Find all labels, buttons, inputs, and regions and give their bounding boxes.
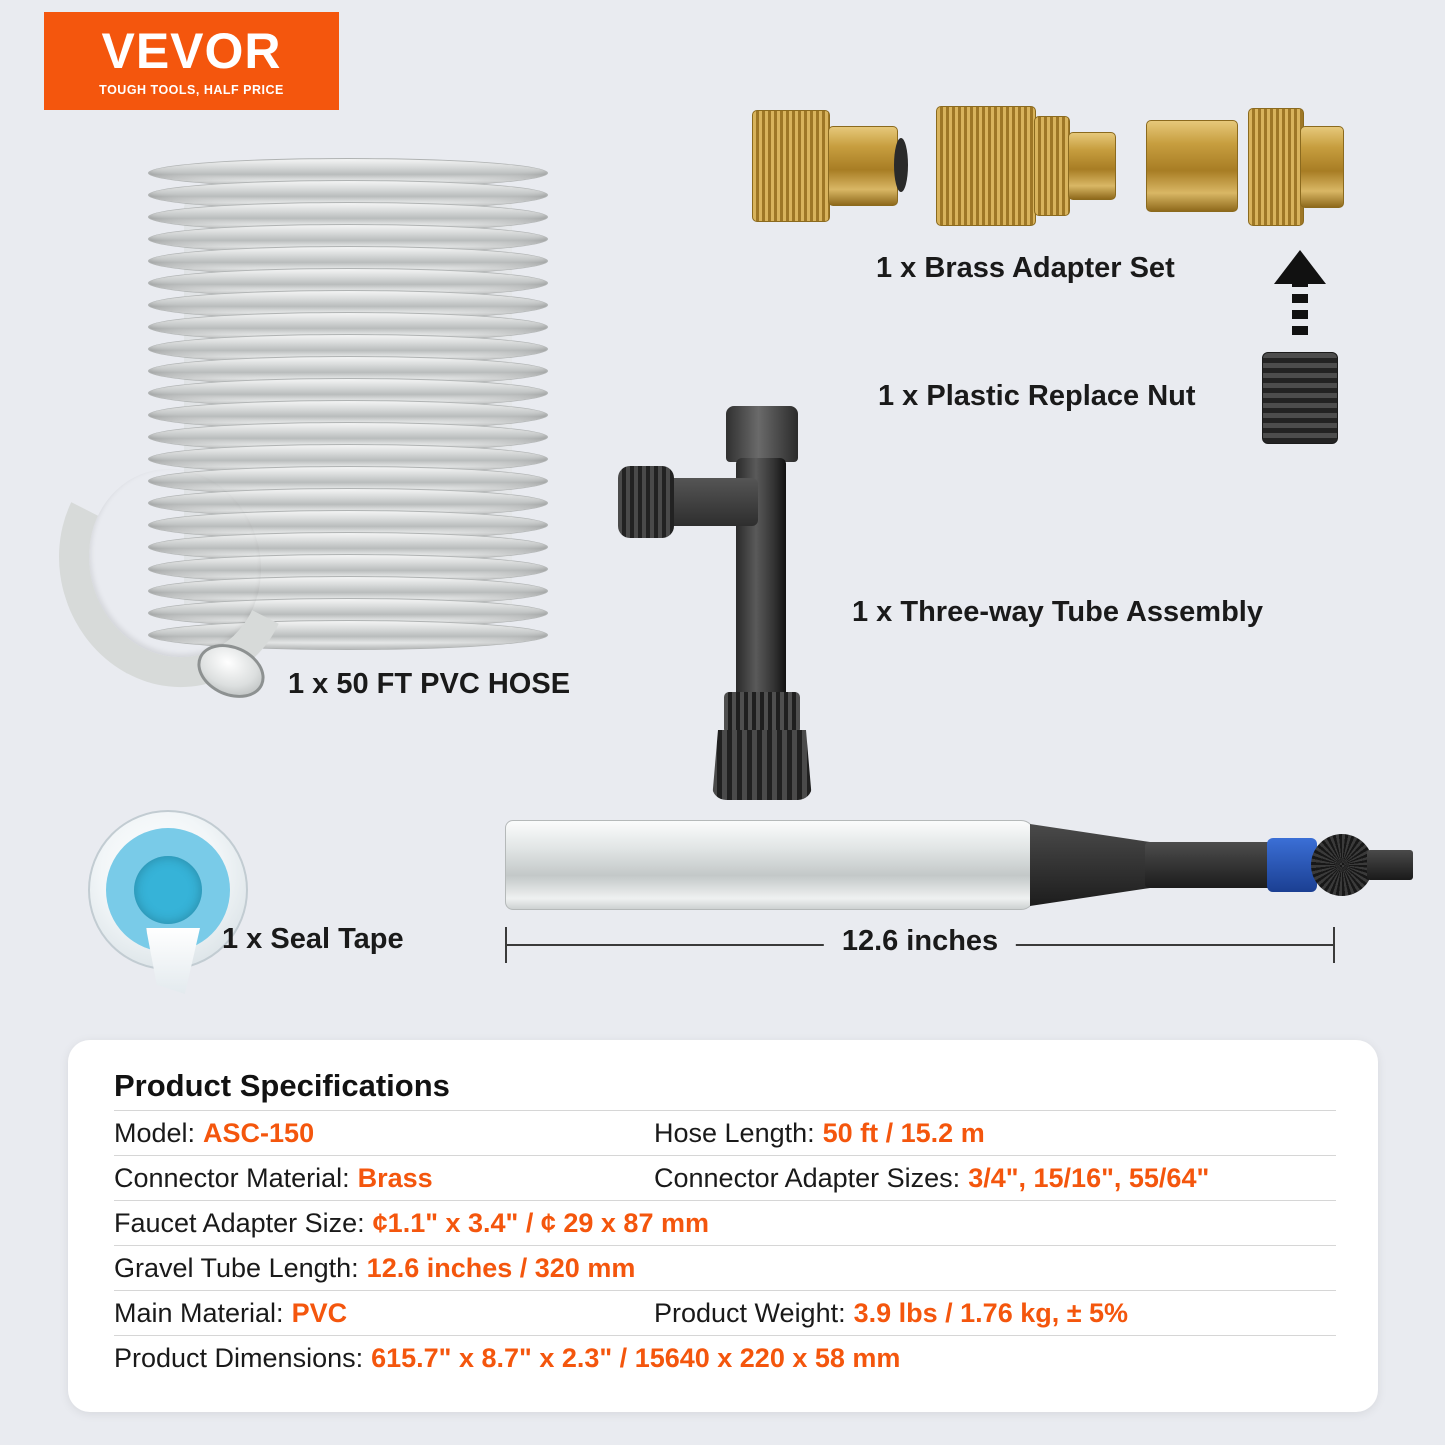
spec-key: Gravel Tube Length: [114,1252,359,1283]
spec-item [114,1253,1336,1284]
spec-key: Hose Length: [654,1117,815,1148]
spec-item [114,1208,1336,1239]
dimension-indicator [505,925,1335,965]
spec-row [114,1290,1336,1335]
spec-key: Product Dimensions: [114,1342,364,1373]
spec-item [114,1118,654,1149]
callout-plastic-nut-label: 1 x Plastic Replace Nut [878,380,1196,412]
callout-brass-adapter-label: 1 x Brass Adapter Set [876,252,1175,284]
plastic-replace-nut-image [1262,352,1338,444]
spec-item [114,1343,1336,1374]
product-specifications-card [68,1040,1378,1412]
spec-row [114,1245,1336,1290]
spec-item [654,1298,1336,1329]
brand-tagline: TOUGH TOOLS, HALF PRICE [99,82,284,97]
spec-item [654,1118,1336,1149]
callout-hose-label: 1 x 50 FT PVC HOSE [288,668,571,700]
up-arrow-icon [1272,250,1328,342]
spec-key: Faucet Adapter Size: [114,1207,365,1238]
spec-key: Main Material: [114,1297,284,1328]
spec-key: Connector Adapter Sizes: [654,1162,961,1193]
three-way-tube-image [608,400,838,770]
spec-value: 50 ft / 15.2 m [822,1117,985,1148]
spec-key: Connector Material: [114,1162,350,1193]
brand-logo [44,12,339,110]
spec-row [114,1155,1336,1200]
callout-seal-tape-label: 1 x Seal Tape [222,923,404,955]
spec-key: Model: [114,1117,196,1148]
brand-name: VEVOR [101,22,282,79]
spec-value: 615.7" x 8.7" x 2.3" / 15640 x 220 x 58 mm [371,1342,901,1373]
spec-item [114,1298,654,1329]
dimension-label: 12.6 inches [824,925,1016,958]
hose-free-end-image [60,438,310,728]
spec-value: 3.9 lbs / 1.76 kg, ± 5% [853,1297,1129,1328]
spec-row [114,1200,1336,1245]
gravel-tube-image [505,812,1335,922]
brass-adapter-set-image [742,100,1342,235]
spec-value: 3/4", 15/16", 55/64" [968,1162,1210,1193]
spec-item [114,1163,654,1194]
spec-value: PVC [291,1297,348,1328]
spec-row [114,1335,1336,1380]
spec-title: Product Specifications [114,1068,450,1103]
spec-value: 12.6 inches / 320 mm [366,1252,636,1283]
spec-value: Brass [357,1162,433,1193]
spec-row [114,1110,1336,1155]
callout-three-way-label: 1 x Three-way Tube Assembly [852,596,1263,628]
spec-item [654,1163,1336,1194]
spec-value: ¢1.1" x 3.4" / ¢ 29 x 87 mm [372,1207,709,1238]
spec-value: ASC-150 [203,1117,315,1148]
spec-key: Product Weight: [654,1297,846,1328]
